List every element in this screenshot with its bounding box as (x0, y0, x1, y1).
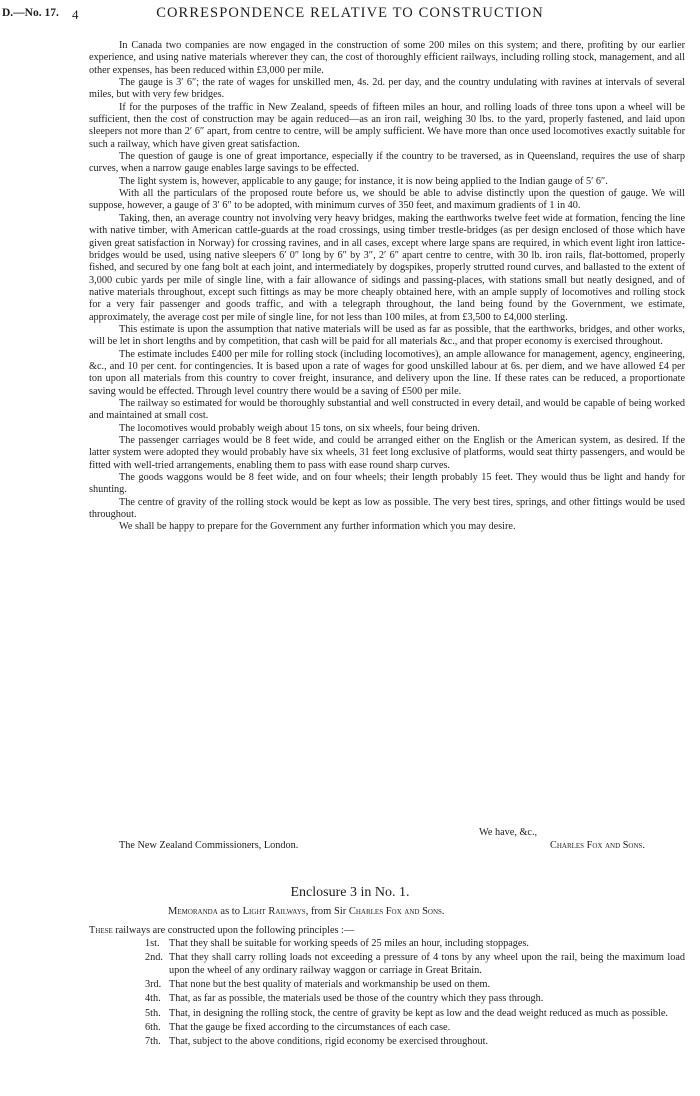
paragraph: The gauge is 3′ 6″; the rate of wages for unskilled men, 4s. 2d. per day, and the country undulating with ravines at intervals of several miles, but with very few bridges. (89, 77, 685, 101)
subtitle-topic: Light Railways (242, 906, 306, 917)
item-number: 3rd. (145, 979, 162, 991)
item-text: That none but the best quality of materials and workmanship be used on them. (169, 979, 491, 991)
paragraph: The railway so estimated for would be thoroughly substantial and well constructed in every detail, and would be capable of being worked and maintained at small cost. (89, 397, 685, 422)
principles-list (145, 938, 685, 1051)
enclosure-intro (89, 925, 685, 936)
subtitle-end: . (441, 906, 445, 917)
paragraph: The light system is, however, applicable to any gauge; for instance, it is now being applied to the Indian gauge of 5′ 6″. (119, 175, 608, 187)
item-number: 6th. (145, 1022, 161, 1034)
letter-signoff (89, 827, 685, 867)
signature: Charles Fox and Sons. (550, 840, 645, 851)
subtitle-connector: as to (217, 906, 243, 917)
item-number: 5th. (145, 1007, 161, 1019)
list-item (145, 952, 685, 977)
closing-salutation: We have, &c., (479, 827, 538, 838)
list-item (145, 1036, 685, 1048)
subtitle-connector: , from Sir (305, 906, 349, 917)
paragraph: The locomotives would probably weigh about 15 tons, on six wheels, four being driven. (119, 422, 480, 434)
paragraph: In Canada two companies are now engaged in the construction of some 200 miles on this system; and there, profiting by our earlier experience, and using native materials wherever they can, the cost of thoroughly efficient railways, including rolling stock, management, and all other expenses, has been reduced within £3,000 per mile. (89, 40, 685, 76)
paragraph: The passenger carriages would be 8 feet wide, and could be arranged either on the English or the American system, as desired. If the latter system were adopted they would probably have six wheels, 31 feet long exclusive of platforms, would seat thirty passengers, and would be fitted with well-tried arrangements, enabling them to pass with ease round sharp curves. (89, 435, 685, 471)
paragraph: The goods waggons would be 8 feet wide, and on four wheels; their length probably 15 feet. They would thus be light and handy for shunting. (89, 472, 685, 496)
page-number: 4 (72, 7, 79, 22)
running-title: CORRESPONDENCE RELATIVE TO CONSTRUCTION (156, 5, 544, 21)
enclosure-title: Enclosure 3 in No. 1. (290, 885, 410, 900)
letter-body (89, 40, 685, 534)
intro-text: railways are constructed upon the following principles :— (112, 925, 355, 936)
item-text: That they shall be suitable for working speeds of 25 miles an hour, including stoppages. (169, 938, 529, 949)
item-number: 7th. (145, 1036, 161, 1048)
list-item (145, 979, 685, 991)
paragraph: The centre of gravity of the rolling stock would be kept as low as possible. The very best tires, springs, and other fittings would be used throughout. (89, 496, 685, 521)
page-header (0, 2, 700, 30)
paragraph: The question of gauge is one of great importance, especially if the country to be traversed, as in Queensland, requires the use of sharp curves, when a narrow gauge enables large savings to be effected. (89, 151, 685, 175)
item-text: That the gauge be fixed according to the circumstances of each case. (169, 1022, 451, 1034)
paragraph: Taking, then, an average country not involving very heavy bridges, making the earthworks twelve feet wide at formation, fencing the line with native timber, with American cattle-guards at the road crossings, using timber trestle-bridges (as per design enclosed of those which have given great satisfaction in Norway) for crossing ravines, and in all cases, except where large spans are required, in which event light iron lattice-bridges would be used, using native sleepers 6′ 0″ long by 6″ by 3″, 2′ 6″ apart centre to centre, with 30 lb. iron rails, flat-bottomed, properly fished, and secured by one fang bolt at each joint, and intermediately by dogspikes, properly strutted round curves, and ballasted to the extent of 3,000 cubic yards per mile of single line, with a fair allowance of sidings and passing-places, with stations small but neatly designed, and of native materials throughout, except such fittings as may be more cheaply obtained here, with an ample supply of locomotives and rolling stock for a very fair passenger and goods traffic, and with a telegraph throughout, the land being found by the Government, we estimate, approximately, the average cost per mile of single line, for not less than 100 miles, at from £3,500 to £4,000 sterling. (89, 212, 685, 323)
list-item (145, 993, 685, 1005)
paragraph: This estimate is upon the assumption that native materials will be used as far as possible, that the earthworks, bridges, and other works, will be let in short lengths and by competition, that cash will be paid for all materials &c., and that proper economy is exercised throughout. (89, 323, 685, 348)
paragraph: With all the particulars of the proposed route before us, we should be able to advise distinctly upon the question of gauge. We will suppose, however, a gauge of 3′ 6″ to be adopted, with minimum curves of 350 feet, and maximum gradients of 1 in 40. (89, 188, 685, 212)
list-item (145, 1022, 685, 1034)
item-text: That, subject to the above conditions, rigid economy be exercised throughout. (169, 1036, 489, 1048)
addressee: The New Zealand Commissioners, London. (119, 840, 299, 851)
item-text: That they shall carry rolling loads not exceeding a pressure of 4 tons by any wheel upon the rail, being the maximum load upon the wheel of any ordinary railway waggon or carriage in Great Britain. (169, 952, 685, 976)
item-number: 2nd. (145, 952, 163, 964)
paragraph: The estimate includes £400 per mile for rolling stock (including locomotives), an ample allowance for management, agency, engineering, &c., and 10 per cent. for contingencies. It is based upon a rate of wages for good unskilled labour at 6s. per diem, and we have allowed £4 per ton upon all materials from this country to cover freight, insurance, and delivery upon the line. If these rates can be reduced, a proportionate saving would be effected. Through level country there would be a saving of £500 per mile. (89, 348, 685, 397)
paragraph: If for the purposes of the traffic in New Zealand, speeds of fifteen miles an hour, and rolling loads of three tons upon a wheel will be sufficient, then the cost of construction may be again reduced—as an iron rail, weighing 30 lbs. to the yard, properly fastened, and laid upon sleepers not more than 2′ 6″ apart, from centre to centre, will be amply sufficient. We have more than once used locomotives exactly suitable for such a railway, which have given great satisfaction. (89, 101, 685, 150)
subtitle-author: Charles Fox and Sons (348, 906, 442, 917)
item-text: That, in designing the rolling stock, the centre of gravity be kept as low and the dead weight reduced as much as possible. (169, 1007, 668, 1019)
document-reference: D.—No. 17. (2, 7, 59, 19)
list-item (145, 1008, 685, 1020)
intro-lead: These (89, 925, 113, 936)
subtitle-prefix: Memoranda (168, 906, 218, 917)
list-item (145, 938, 685, 950)
item-number: 4th. (145, 993, 161, 1005)
enclosure-subtitle (168, 906, 445, 917)
item-number: 1st. (145, 938, 160, 949)
item-text: That, as far as possible, the materials used be those of the country which they pass through. (169, 993, 544, 1005)
paragraph: We shall be happy to prepare for the Government any further information which you may desire. (119, 521, 516, 533)
